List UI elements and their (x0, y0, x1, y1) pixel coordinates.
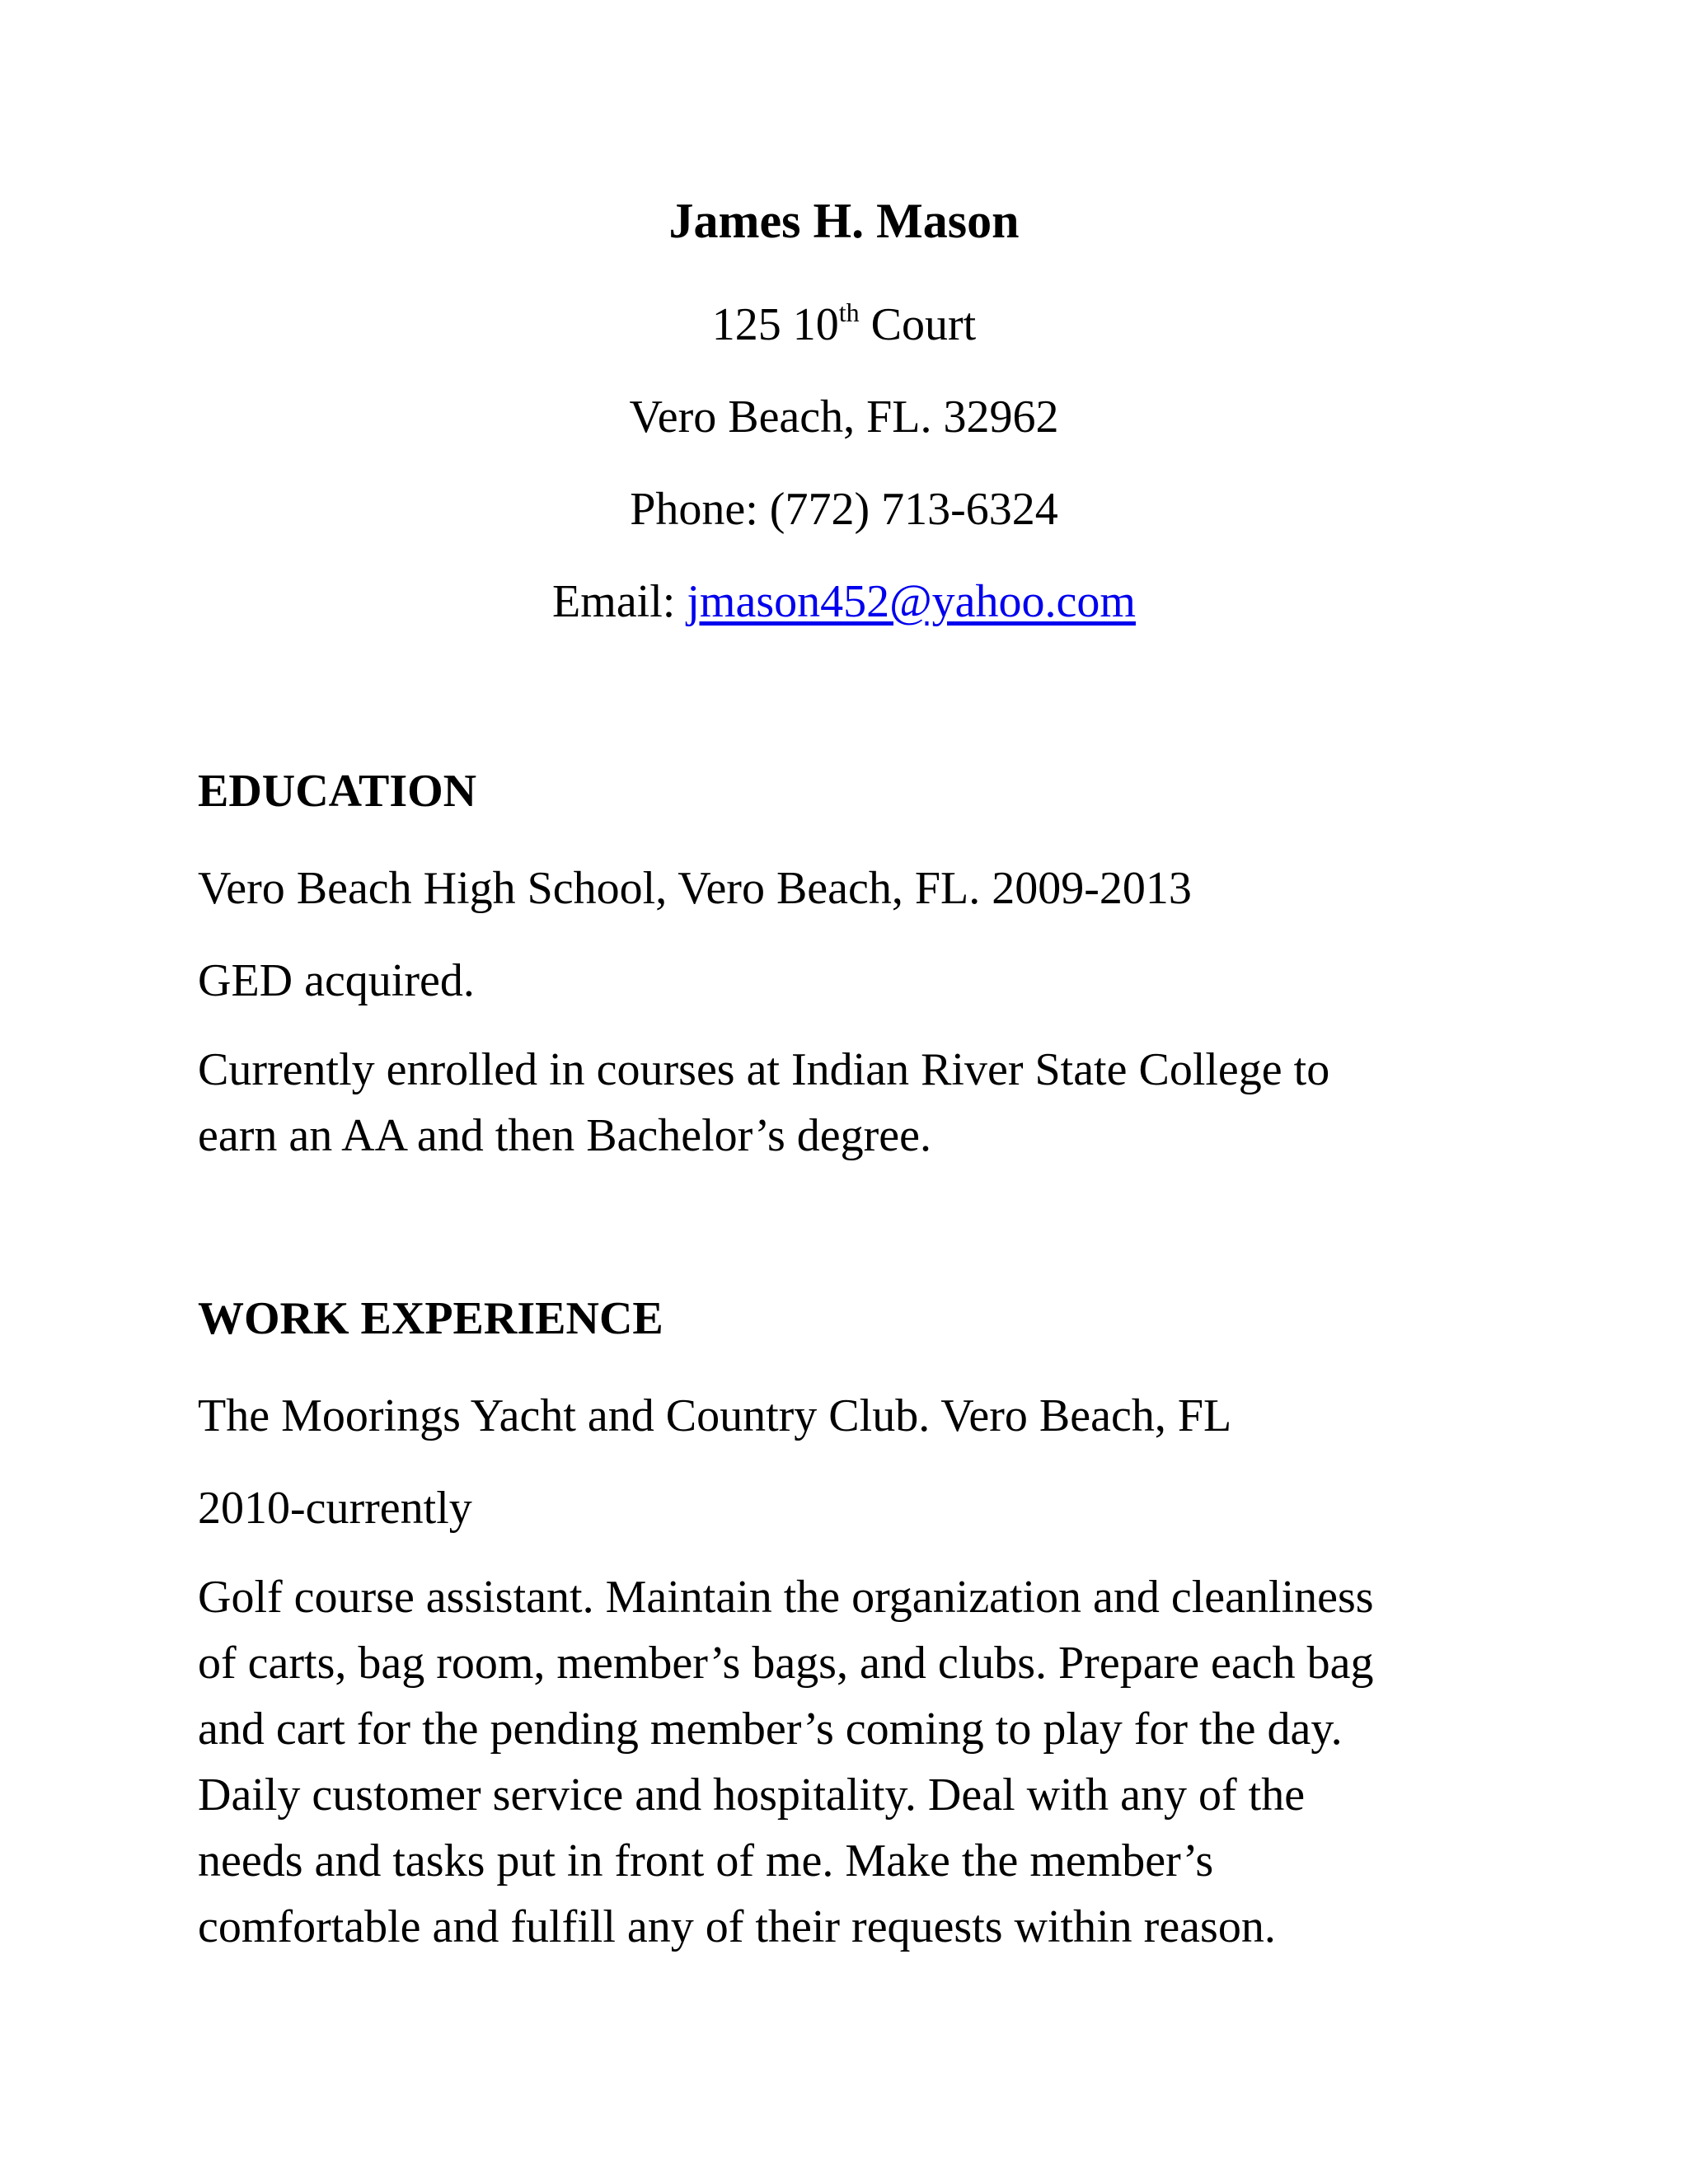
applicant-name: James H. Mason (668, 194, 1020, 248)
text-line: and cart for the pending member’s coming to play for the day. (198, 1704, 1343, 1755)
email-link[interactable]: jmason452@yahoo.com (687, 576, 1136, 627)
education-current-enrollment (198, 1037, 1517, 1169)
street-address (0, 297, 1688, 353)
text-line: comfortable and fulfill any of their requests within reason. (198, 1901, 1276, 1952)
text-line: Golf course assistant. Maintain the organization and cleanliness (198, 1572, 1374, 1623)
education-school: Vero Beach High School, Vero Beach, FL. 2009-2013 (198, 863, 1192, 914)
text-line: of carts, bag room, member’s bags, and clubs. Prepare each bag (198, 1638, 1374, 1689)
text-line: Currently enrolled in courses at Indian River State College to (198, 1044, 1330, 1095)
email-line (0, 574, 1688, 630)
work-experience-heading: WORK EXPERIENCE (198, 1293, 663, 1344)
text-line: Daily customer service and hospitality. Deal with any of the (198, 1769, 1306, 1821)
phone-number: Phone: (772) 713-6324 (630, 484, 1058, 535)
text-line: earn an AA and then Bachelor’s degree. (198, 1110, 931, 1161)
work-company: The Moorings Yacht and Country Club. Vero Beach, FL (198, 1390, 1232, 1441)
email-label: Email: (552, 576, 687, 627)
address-ordinal-suffix: th (838, 298, 860, 327)
education-heading: EDUCATION (198, 766, 477, 817)
education-ged: GED acquired. (198, 955, 475, 1006)
text-line: needs and tasks put in front of me. Make the member’s (198, 1835, 1214, 1886)
address-street: Court (859, 299, 977, 350)
work-description (198, 1564, 1517, 1960)
city-state-zip: Vero Beach, FL. 32962 (629, 391, 1059, 443)
work-dates: 2010-currently (198, 1483, 472, 1534)
address-number: 125 10 (711, 299, 839, 350)
